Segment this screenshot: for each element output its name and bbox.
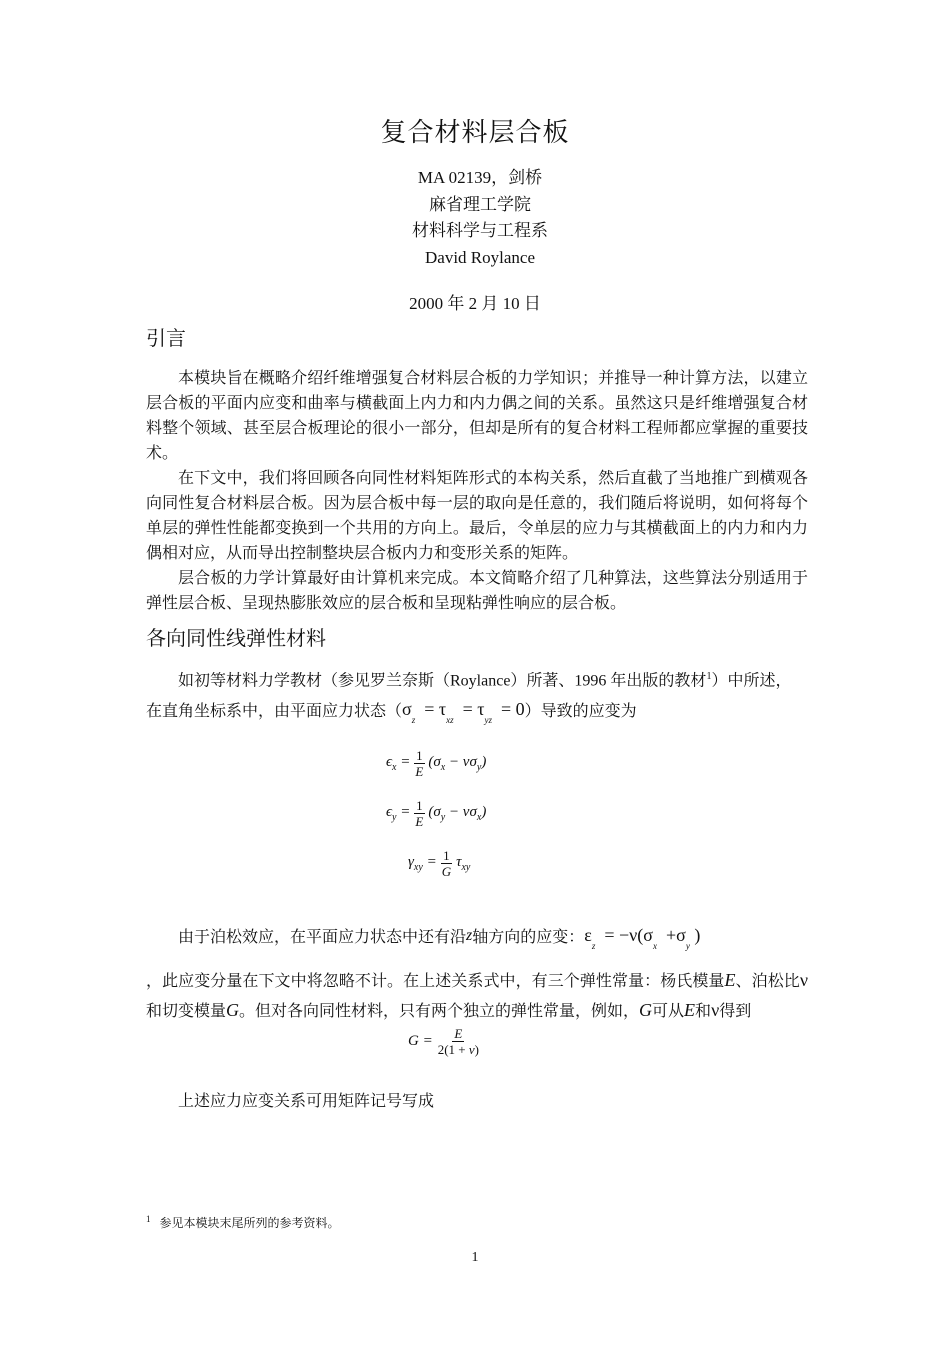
symbol-nu: ν <box>711 1000 720 1020</box>
intro-body <box>146 366 808 616</box>
document-title: 复合材料层合板 <box>380 118 570 148</box>
equation-gamma-xy: $\gamma_{xy}$ = $\frac{1}{G}$ $\tau_{xy}$ <box>408 848 471 879</box>
footnote-marker: 1 <box>706 671 712 682</box>
z-strain-expression: $\varepsilon_z = -\nu(\sigma_x +\sigma_y$ ) <box>584 925 701 951</box>
paragraph-text: ）中所述， <box>711 672 792 690</box>
symbol-E: E <box>684 1000 696 1020</box>
matrix-intro-text: 上述应力应变关系可用矩阵记号写成 <box>178 1093 435 1110</box>
paragraph-text: 可从 <box>652 1003 685 1020</box>
symbol-nu: ν <box>799 970 808 990</box>
paragraph-text: 轴方向的应变： <box>472 929 585 946</box>
paragraph-text: 和切变模量 <box>146 1003 227 1020</box>
footnote <box>146 1214 340 1231</box>
paragraph-text: 由于泊松效应，在平面应力状态中还有沿 <box>178 929 467 946</box>
paragraph-text: ，此应变分量在下文中将忽略不计。在上述关系式中，有三个弹性常量：杨氏模量 <box>146 973 725 990</box>
poisson-line <box>178 924 701 951</box>
plane-stress-line <box>146 698 637 725</box>
affiliation-line: 麻省理工学院 <box>429 194 531 214</box>
isotropic-paragraph-2 <box>146 966 808 1026</box>
paragraph-text: 如初等材料力学教材（参见罗兰奈斯（Roylance）所著、1996 年出版的教材 <box>178 672 707 690</box>
section-heading-isotropic: 各向同性线弹性材料 <box>146 626 326 650</box>
paragraph-text: 和 <box>695 1003 712 1020</box>
affiliation-line: MA 02139，剑桥 <box>417 168 543 187</box>
equation-epsilon-x: $\epsilon_x$ = $\frac{1}{E}$ $(\sigma_x - \nu\sigma_y)$ <box>386 748 487 779</box>
paragraph-text: 得到 <box>719 1003 752 1020</box>
isotropic-paragraph-1 <box>146 664 808 693</box>
author-name: David Roylance <box>425 247 535 267</box>
plane-stress-condition: $\sigma_z = \tau_{xz} = \tau_{yz} = 0$ <box>402 699 525 725</box>
footnote-marker: 1 <box>146 1214 151 1224</box>
symbol-E: E <box>724 970 736 990</box>
symbol-G: G <box>639 1000 653 1020</box>
paragraph-text: ）导致的应变为 <box>524 703 637 720</box>
footnote-text: 参见本模块末尾所列的参考资料。 <box>159 1216 340 1230</box>
paragraph-text: 。但对各向同性材料，只有两个独立的弹性常量，例如， <box>239 1003 640 1020</box>
paragraph-text: 在直角坐标系中，由平面应力状态（ <box>146 703 403 720</box>
symbol-G: G <box>226 1000 240 1020</box>
paragraph-text: 、泊松比 <box>735 973 800 990</box>
page-number: 1 <box>471 1250 479 1265</box>
affiliation-line: 材料科学与工程系 <box>412 221 548 240</box>
equation-epsilon-y: $\epsilon_y$ = $\frac{1}{E}$ $(\sigma_y - \nu\sigma_x)$ <box>386 798 487 829</box>
author-affiliation <box>0 165 950 271</box>
z-symbol: z <box>466 926 473 944</box>
document-date: 2000 年 2 月 10 日 <box>409 294 541 313</box>
paragraph: 在下文中，我们将回顾各向同性材料矩阵形式的本构关系，然后直截了当地推广到横观各向同性复合材料层合板。因为层合板中每一层的取向是任意的，我们随后将说明，如何将每个单层的弹性性能都变换到一个共用的方向上。最后，令单层的应力与其横截面上的内力和内力偶相对应，从而导出控制整块层合板内力和变形关系的矩阵。 <box>146 470 808 562</box>
paragraph: 本模块旨在概略介绍纤维增强复合材料层合板的力学知识；并推导一种计算方法，以建立层合板的平面内应变和曲率与横截面上内力和内力偶之间的关系。虽然这只是纤维增强复合材料整个领域、甚至层合板理论的很小一部分，但却是所有的复合材料工程师都应掌握的重要技术。 <box>146 370 808 462</box>
section-heading-intro: 引言 <box>146 326 186 350</box>
paragraph: 层合板的力学计算最好由计算机来完成。本文简略介绍了几种算法，这些算法分别适用于弹性层合板、呈现热膨胀效应的层合板和呈现粘弹性响应的层合板。 <box>146 570 808 612</box>
document-page: 复合材料层合板 MA 02139，剑桥 麻省理工学院 材料科学与工程系 David Roylance 2000 年 2 月 10 日 引言 本模块旨在概略介绍纤维增强复合材料层合板的力学知识；并推导一种计算方法，以建立层合板的平面内应变和曲率与横截面上内力和内力偶之间的关系。虽然这只是纤维增强复合材料整个领域、甚至层合板理论的很小一部分，但却是所有的复合材料工程师都应掌握的重要技术。 在下文中，我们将回顾各向同性材料矩阵形式的本构关系，然后直截了当地推广到横观各向同性复合材料层合板。因为层合板中每一层的取向是任意的，我们随后将说明，如何将每个单层的弹性性能都变换到一个共用的方向上。最后，令单层的应力与其横截面上的内力和内力偶相对应，从而导出控制整块层合板内力和变形关系的矩阵。 层合板的力学计算最好由计算机来完成。本文简略介绍了几种算法，这些算法分别适用于弹性层合板、呈现热膨胀效应的层合板和呈现粘弹性响应的层合板。 各向同性线弹性材料 如初等材料力学教材（参见罗兰奈斯（Roylance）所著、1996 年出版的教材$^1$）中所述， 在直角坐标系中，由平面应力状态（ $\sigma_z = \tau_{xz} = \tau_{yz} = 0$ ）导致的应变为 $\epsilon_x$ = $\frac{1}{E}$ $(\sigma_x - \nu\sigma_y)$ $\epsilon_y$ = $\frac{1}{E}$ $(\sigma_y - \nu\sigma_x)$ $\gamma_{xy}$ = $\frac{1}{G}$ $\tau_{xy}$ 由于泊松效应，在平面应力状态中还有沿 z 轴方向的应变： $\varepsilon_z = -\nu(\sigma_x +\sigma_y$ ) ，此应变分量在下文中将忽略不计。在上述关系式中，有三个弹性常量：杨氏模量E、泊松比ν和切变模量G。但对各向同性材料，只有两个独立的弹性常量，例如，G可从E和ν得到 G = $\frac{E}{2(1 + \nu)}$ 上述应力应变关系可用矩阵记号写成 $^1$ 参见本模块末尾所列的参考资料。 1 <box>0 0 950 1345</box>
